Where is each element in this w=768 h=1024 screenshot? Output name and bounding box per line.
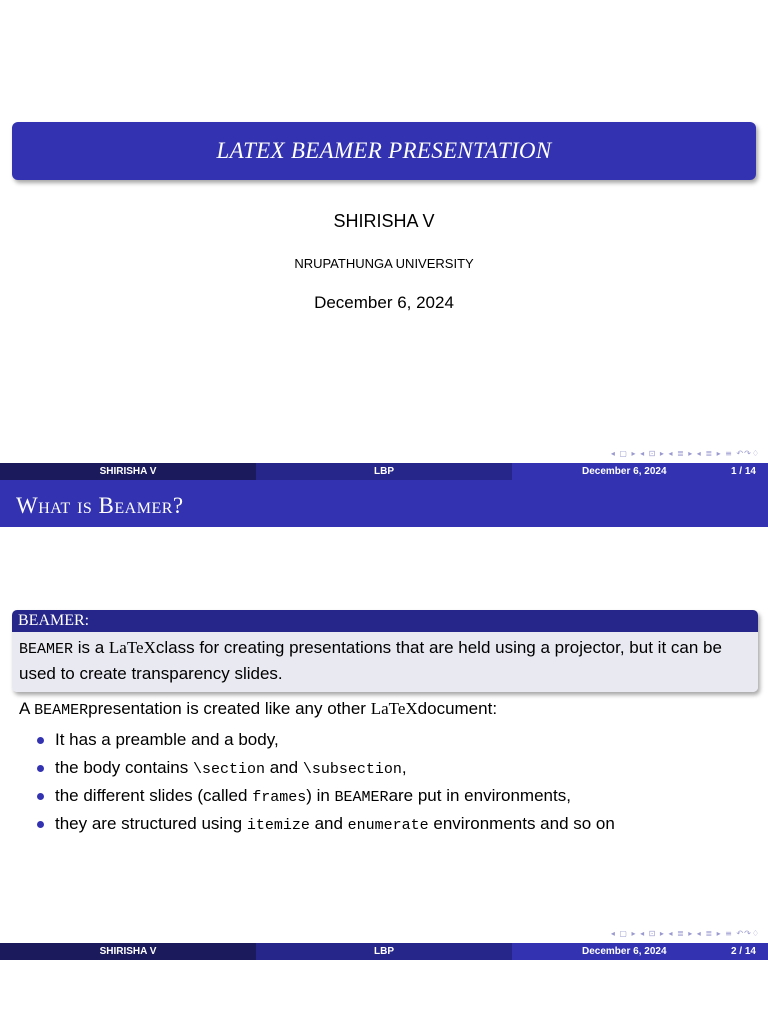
institute: NRUPATHUNGA UNIVERSITY: [294, 256, 474, 271]
list-item-text: the body contains: [55, 758, 193, 777]
bullet-list: [0, 726, 615, 838]
block-text-1: is a: [73, 638, 109, 657]
para-term: BEAMER: [34, 702, 89, 719]
footline: [0, 943, 768, 960]
para-prefix: A: [19, 699, 35, 718]
bullet-icon: [37, 737, 44, 744]
latex-logo: LaTeX: [370, 699, 418, 718]
list-item-text: are put in environments,: [388, 786, 571, 805]
list-item-text: and: [309, 814, 348, 833]
list-item: [0, 782, 615, 810]
list-item-text: It has a preamble and a body,: [55, 730, 279, 749]
footer-page-number: 1 / 14: [730, 466, 756, 477]
date: December 6, 2024: [314, 293, 454, 312]
latex-logo: LaTeX: [108, 638, 156, 657]
para-middle: presentation is created like any other: [88, 699, 371, 718]
title-slide: [0, 0, 768, 480]
navigation-symbols[interactable]: ◂ ▢ ▸ ◂ ⊡ ▸ ◂ ≣ ▸ ◂ ≣ ▸ ≡ ↶↷♢: [610, 929, 760, 938]
author: SHIRISHA V: [333, 211, 435, 231]
block-term: BEAMER: [19, 641, 74, 658]
bullet-icon: [37, 821, 44, 828]
block-body: [12, 632, 758, 692]
intro-paragraph: [19, 699, 497, 719]
content-slide: [0, 480, 768, 960]
list-item-text: ,: [401, 758, 407, 777]
para-suffix: document:: [417, 699, 498, 718]
navigation-symbols[interactable]: ◂ ▢ ▸ ◂ ⊡ ▸ ◂ ≣ ▸ ◂ ≣ ▸ ≡ ↶↷♢: [610, 449, 760, 458]
code-text: BEAMER: [334, 789, 389, 806]
footer-date: December 6, 2024: [582, 466, 667, 477]
code-text: \section: [192, 761, 265, 778]
list-item-text: and: [265, 758, 303, 777]
list-item-text: environments and so on: [428, 814, 615, 833]
bullet-icon: [37, 793, 44, 800]
code-text: enumerate: [347, 817, 429, 834]
footer-short-title: LBP: [256, 943, 512, 960]
list-item: [0, 754, 615, 782]
footer-date: December 6, 2024: [582, 946, 667, 957]
list-item: [0, 810, 615, 838]
list-item: [0, 726, 615, 754]
list-item-text: ) in: [306, 786, 335, 805]
code-text: frames: [252, 789, 307, 806]
footer-author: SHIRISHA V: [0, 943, 256, 960]
footer-page-number: 2 / 14: [730, 946, 756, 957]
definition-block: [12, 610, 758, 692]
list-item-text: the different slides (called: [55, 786, 253, 805]
frame-title: What is Beamer?: [0, 480, 768, 527]
presentation-title: LATEX BEAMER PRESENTATION: [216, 138, 552, 163]
title-box: [12, 122, 756, 180]
bullet-icon: [37, 765, 44, 772]
footline: [0, 463, 768, 480]
code-text: itemize: [246, 817, 310, 834]
list-item-text: they are structured using: [55, 814, 247, 833]
footer-date-page: [512, 463, 768, 480]
block-text-2: class for creating presentations that are held using a projector, but it can be used to create transparency slides.: [19, 638, 722, 683]
block-title: BEAMER:: [12, 610, 758, 632]
code-text: \subsection: [302, 761, 402, 778]
footer-author: SHIRISHA V: [0, 463, 256, 480]
footer-date-page: [512, 943, 768, 960]
footer-short-title: LBP: [256, 463, 512, 480]
